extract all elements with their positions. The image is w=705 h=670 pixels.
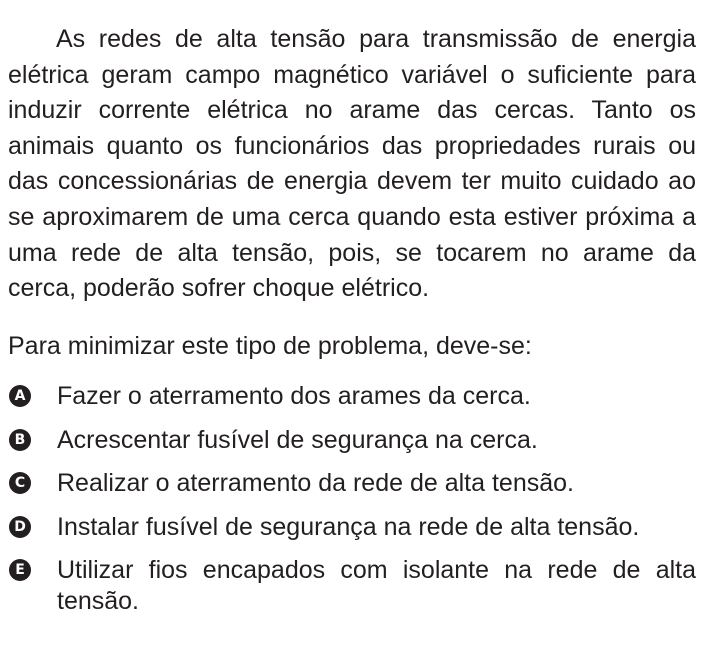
- answer-options: [8, 381, 696, 617]
- option-a-text: Fazer o aterramento dos arames da cerca.: [57, 382, 531, 411]
- option-b-text: Acrescentar fusível de segurança na cerca.: [57, 425, 538, 454]
- question-prompt: Para minimizar este tipo de problema, deve-se:: [8, 331, 532, 360]
- option-a[interactable]: [8, 381, 696, 412]
- option-c-letter-badge: C: [9, 472, 31, 494]
- option-c-text: Realizar o aterramento da rede de alta tensão.: [57, 469, 574, 498]
- option-e-text: Utilizar fios encapados com isolante na rede de alta tensão.: [57, 556, 696, 616]
- option-b-letter-badge: B: [9, 429, 31, 451]
- question-document: [8, 22, 696, 617]
- passage-text: As redes de alta tensão para transmissão de energia elétrica geram campo magnético variável o suficiente para induzir corrente elétrica no arame das cercas. Tanto os animais quanto os funcionários das propriedades rurais ou das concessionárias de energia devem ter muito cuidado ao se aproximarem de uma cerca quando esta estiver próxima a uma rede de alta tensão, pois, se tocarem no arame da cerca, poderão sofrer choque elétrico.: [8, 25, 696, 303]
- option-d-letter-badge: D: [9, 516, 31, 538]
- option-b[interactable]: [8, 425, 696, 456]
- option-e[interactable]: [8, 555, 696, 617]
- option-e-letter-badge: E: [9, 559, 31, 581]
- option-c[interactable]: [8, 468, 696, 499]
- option-d-text: Instalar fusível de segurança na rede de alta tensão.: [57, 512, 640, 541]
- option-d[interactable]: [8, 512, 696, 543]
- option-a-letter-badge: A: [9, 385, 31, 407]
